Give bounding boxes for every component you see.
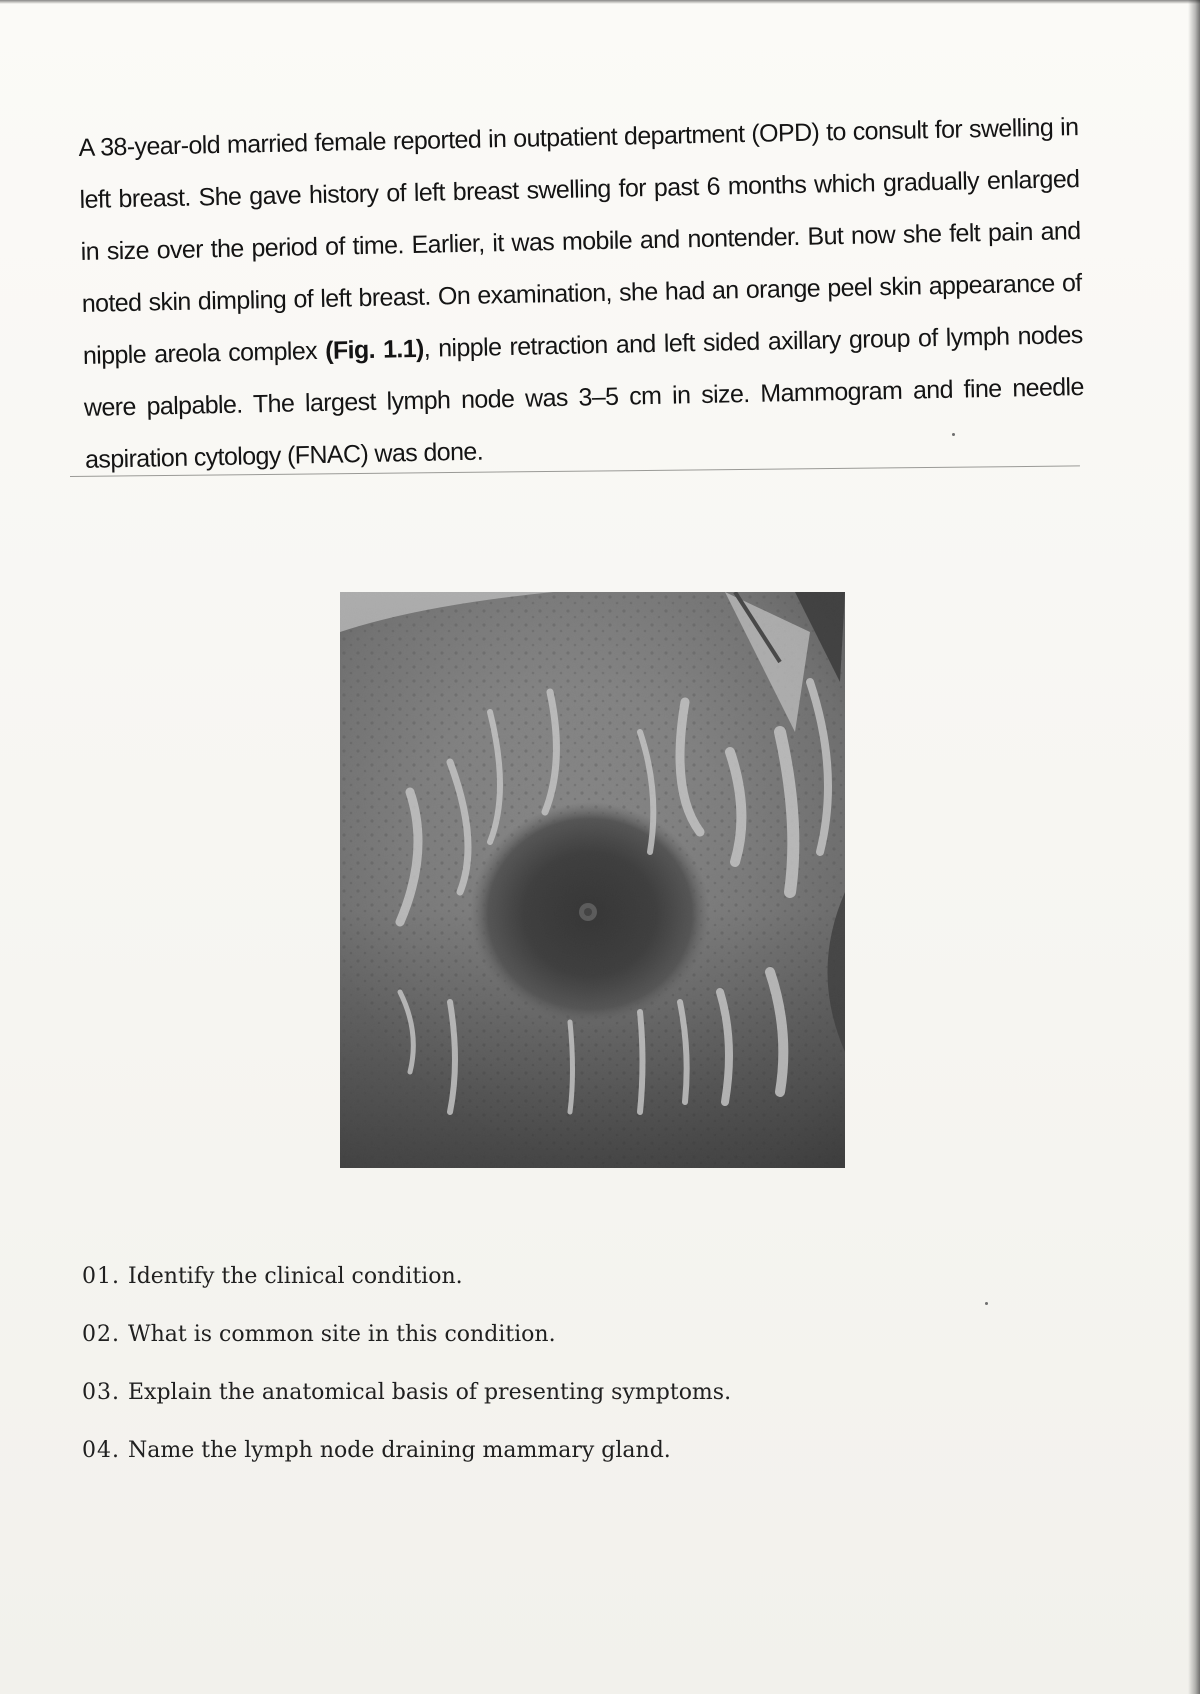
question-item [82, 1422, 982, 1480]
scan-right-edge [1188, 0, 1200, 1694]
figure-reference: (Fig. 1.1) [324, 334, 425, 365]
question-list [82, 1248, 982, 1480]
question-text: What is common site in this condition. [128, 1322, 556, 1347]
case-text-after: , nipple retraction and left sided axillary group of lymph nodes were palpable. The largest lymph node was 3–5 cm in size. Mammogram and fine needle aspiration cytology (FNAC) was done. [83, 321, 1085, 474]
question-item [82, 1248, 982, 1306]
case-description [78, 101, 1085, 486]
question-item [82, 1306, 982, 1364]
scan-speck [952, 433, 955, 436]
case-paragraph [78, 101, 1085, 486]
question-number: 04. [82, 1438, 120, 1463]
breast-peau-d-orange-image [340, 592, 845, 1168]
clinical-photograph [340, 592, 845, 1168]
scan-top-edge [0, 0, 1200, 4]
question-number: 02. [82, 1322, 120, 1347]
question-text: Explain the anatomical basis of presenting symptoms. [128, 1380, 732, 1405]
question-number: 03. [82, 1380, 120, 1405]
scan-speck [985, 1302, 988, 1305]
question-text: Name the lymph node draining mammary gland. [128, 1438, 671, 1463]
question-item [82, 1364, 982, 1422]
case-text-before: A 38-year-old married female reported in outpatient department (OPD) to consult for swelling in left breast. She gave history of left breast swelling for past 6 months which gradually enlarged in size over the period of time. Earlier, it was mobile and nontender. But now she felt pain and noted skin dimpling of left breast. On examination, she had an orange peel skin appearance of nipple areola complex [78, 113, 1082, 370]
question-number: 01. [82, 1264, 120, 1289]
question-text: Identify the clinical condition. [128, 1264, 463, 1289]
